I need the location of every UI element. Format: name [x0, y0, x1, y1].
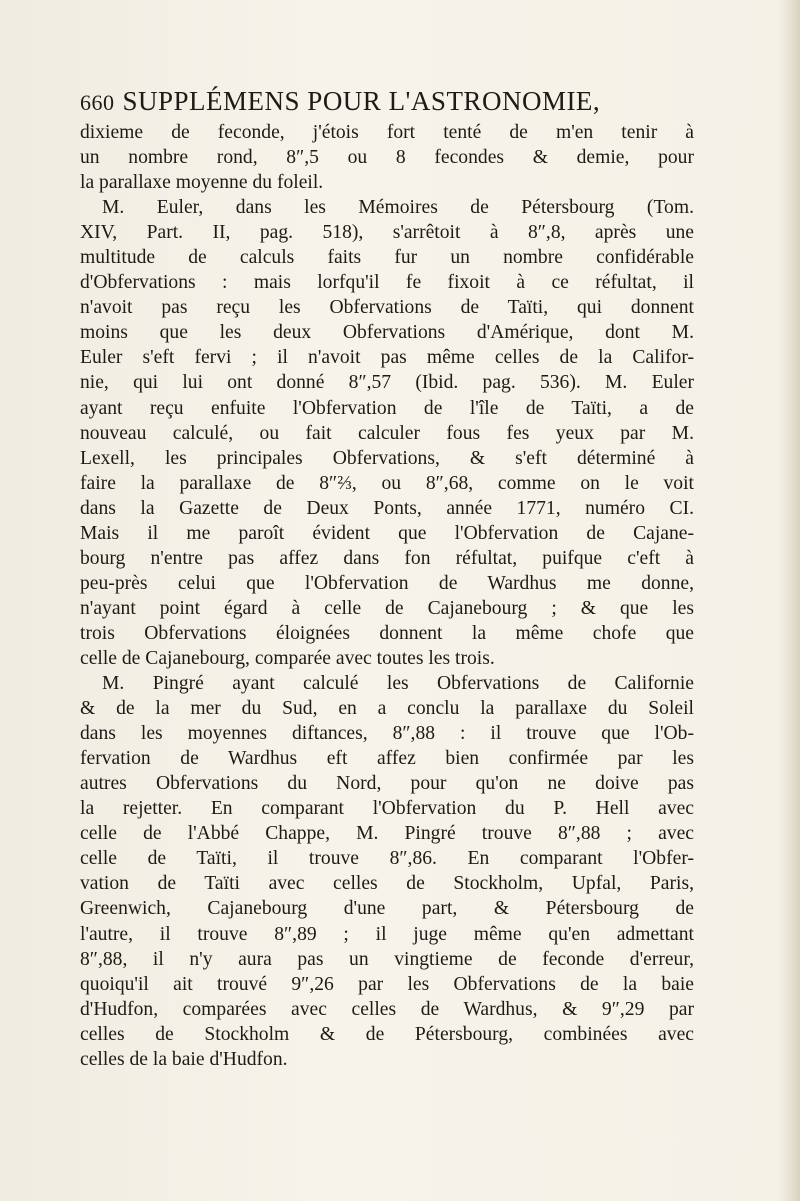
text-line: nie, qui lui ont donné 8″,57 (Ibid. pag. 536). M. Euler: [80, 372, 694, 394]
text-line: nouveau calculé, ou fait calculer fous fes yeux par M.: [80, 422, 694, 444]
page-edge-shadow: [778, 0, 800, 1201]
text-line: fervation de Wardhus eft affez bien confirmée par les: [80, 748, 694, 770]
text-line: un nombre rond, 8″,5 ou 8 fecondes & demie, pour: [80, 147, 694, 169]
text-line: faire la parallaxe de 8″⅔, ou 8″,68, comme on le voit: [80, 472, 694, 494]
text-line: dixieme de feconde, j'étois fort tenté de m'en tenir à: [80, 122, 694, 143]
text-line: celle de Cajanebourg, comparée avec toutes les trois.: [80, 647, 495, 669]
text-line: Euler s'eft fervi ; il n'avoit pas même celles de la Califor-: [80, 347, 694, 369]
text-line: bourg n'entre pas affez dans fon réfultat, puifque c'eft à: [80, 547, 694, 569]
text-line: 8″,88, il n'y aura pas un vingtieme de feconde d'erreur,: [80, 948, 694, 970]
text-line: d'Obfervations : mais lorfqu'il fe fixoit à ce réfultat, il: [80, 272, 694, 294]
text-line: n'avoit pas reçu les Obfervations de Taïti, qui donnent: [80, 297, 694, 319]
text-line: celles de Stockholm & de Pétersbourg, combinées avec: [80, 1023, 694, 1045]
text-line: M. Pingré ayant calculé les Obfervations de Californie: [102, 673, 694, 695]
text-line: l'autre, il trouve 8″,89 ; il juge même qu'en admettant: [80, 923, 694, 945]
text-line: moins que les deux Obfervations d'Amérique, dont M.: [80, 322, 694, 344]
text-line: autres Obfervations du Nord, pour qu'on ne doive pas: [80, 773, 694, 795]
text-line: celle de l'Abbé Chappe, M. Pingré trouve 8″,88 ; avec: [80, 823, 694, 845]
text-line: quoiqu'il ait trouvé 9″,26 par les Obfervations de la baie: [80, 973, 694, 995]
text-line: dans la Gazette de Deux Ponts, année 1771, numéro CI.: [80, 497, 694, 519]
text-line: n'ayant point égard à celle de Cajanebourg ; & que les: [80, 597, 694, 619]
text-line: XIV, Part. II, pag. 518), s'arrêtoit à 8″,8, après une: [80, 222, 694, 244]
text-line: celles de la baie d'Hudfon.: [80, 1048, 288, 1070]
running-header: [80, 86, 700, 117]
text-line: trois Obfervations éloignées donnent la même chofe que: [80, 622, 694, 644]
text-line: Greenwich, Cajanebourg d'une part, & Pétersbourg de: [80, 898, 694, 920]
body-text: [80, 120, 694, 1072]
text-line: ayant reçu enfuite l'Obfervation de l'île de Taïti, a de: [80, 397, 694, 419]
page-number: 660: [80, 90, 115, 115]
text-line: peu-près celui que l'Obfervation de Wardhus me donne,: [80, 572, 694, 594]
text-line: d'Hudfon, comparées avec celles de Wardhus, & 9″,29 par: [80, 998, 694, 1020]
text-line: multitude de calculs faits fur un nombre confidérable: [80, 247, 694, 269]
text-line: Mais il me paroît évident que l'Obfervation de Cajane-: [80, 522, 694, 544]
text-line: & de la mer du Sud, en a conclu la parallaxe du Soleil: [80, 698, 694, 720]
text-line: dans les moyennes diftances, 8″,88 : il trouve que l'Ob-: [80, 723, 694, 745]
text-line: vation de Taïti avec celles de Stockholm, Upfal, Paris,: [80, 873, 694, 895]
text-line: celle de Taïti, il trouve 8″,86. En comparant l'Obfer-: [80, 848, 694, 870]
text-line: la parallaxe moyenne du foleil.: [80, 172, 324, 194]
running-head-title: SUPPLÉMENS POUR L'ASTRONOMIE,: [122, 86, 601, 116]
text-line: M. Euler, dans les Mémoires de Pétersbourg (Tom.: [102, 197, 694, 219]
text-line: Lexell, les principales Obfervations, & s'eft déterminé à: [80, 447, 694, 469]
text-line: la rejetter. En comparant l'Obfervation du P. Hell avec: [80, 798, 694, 820]
